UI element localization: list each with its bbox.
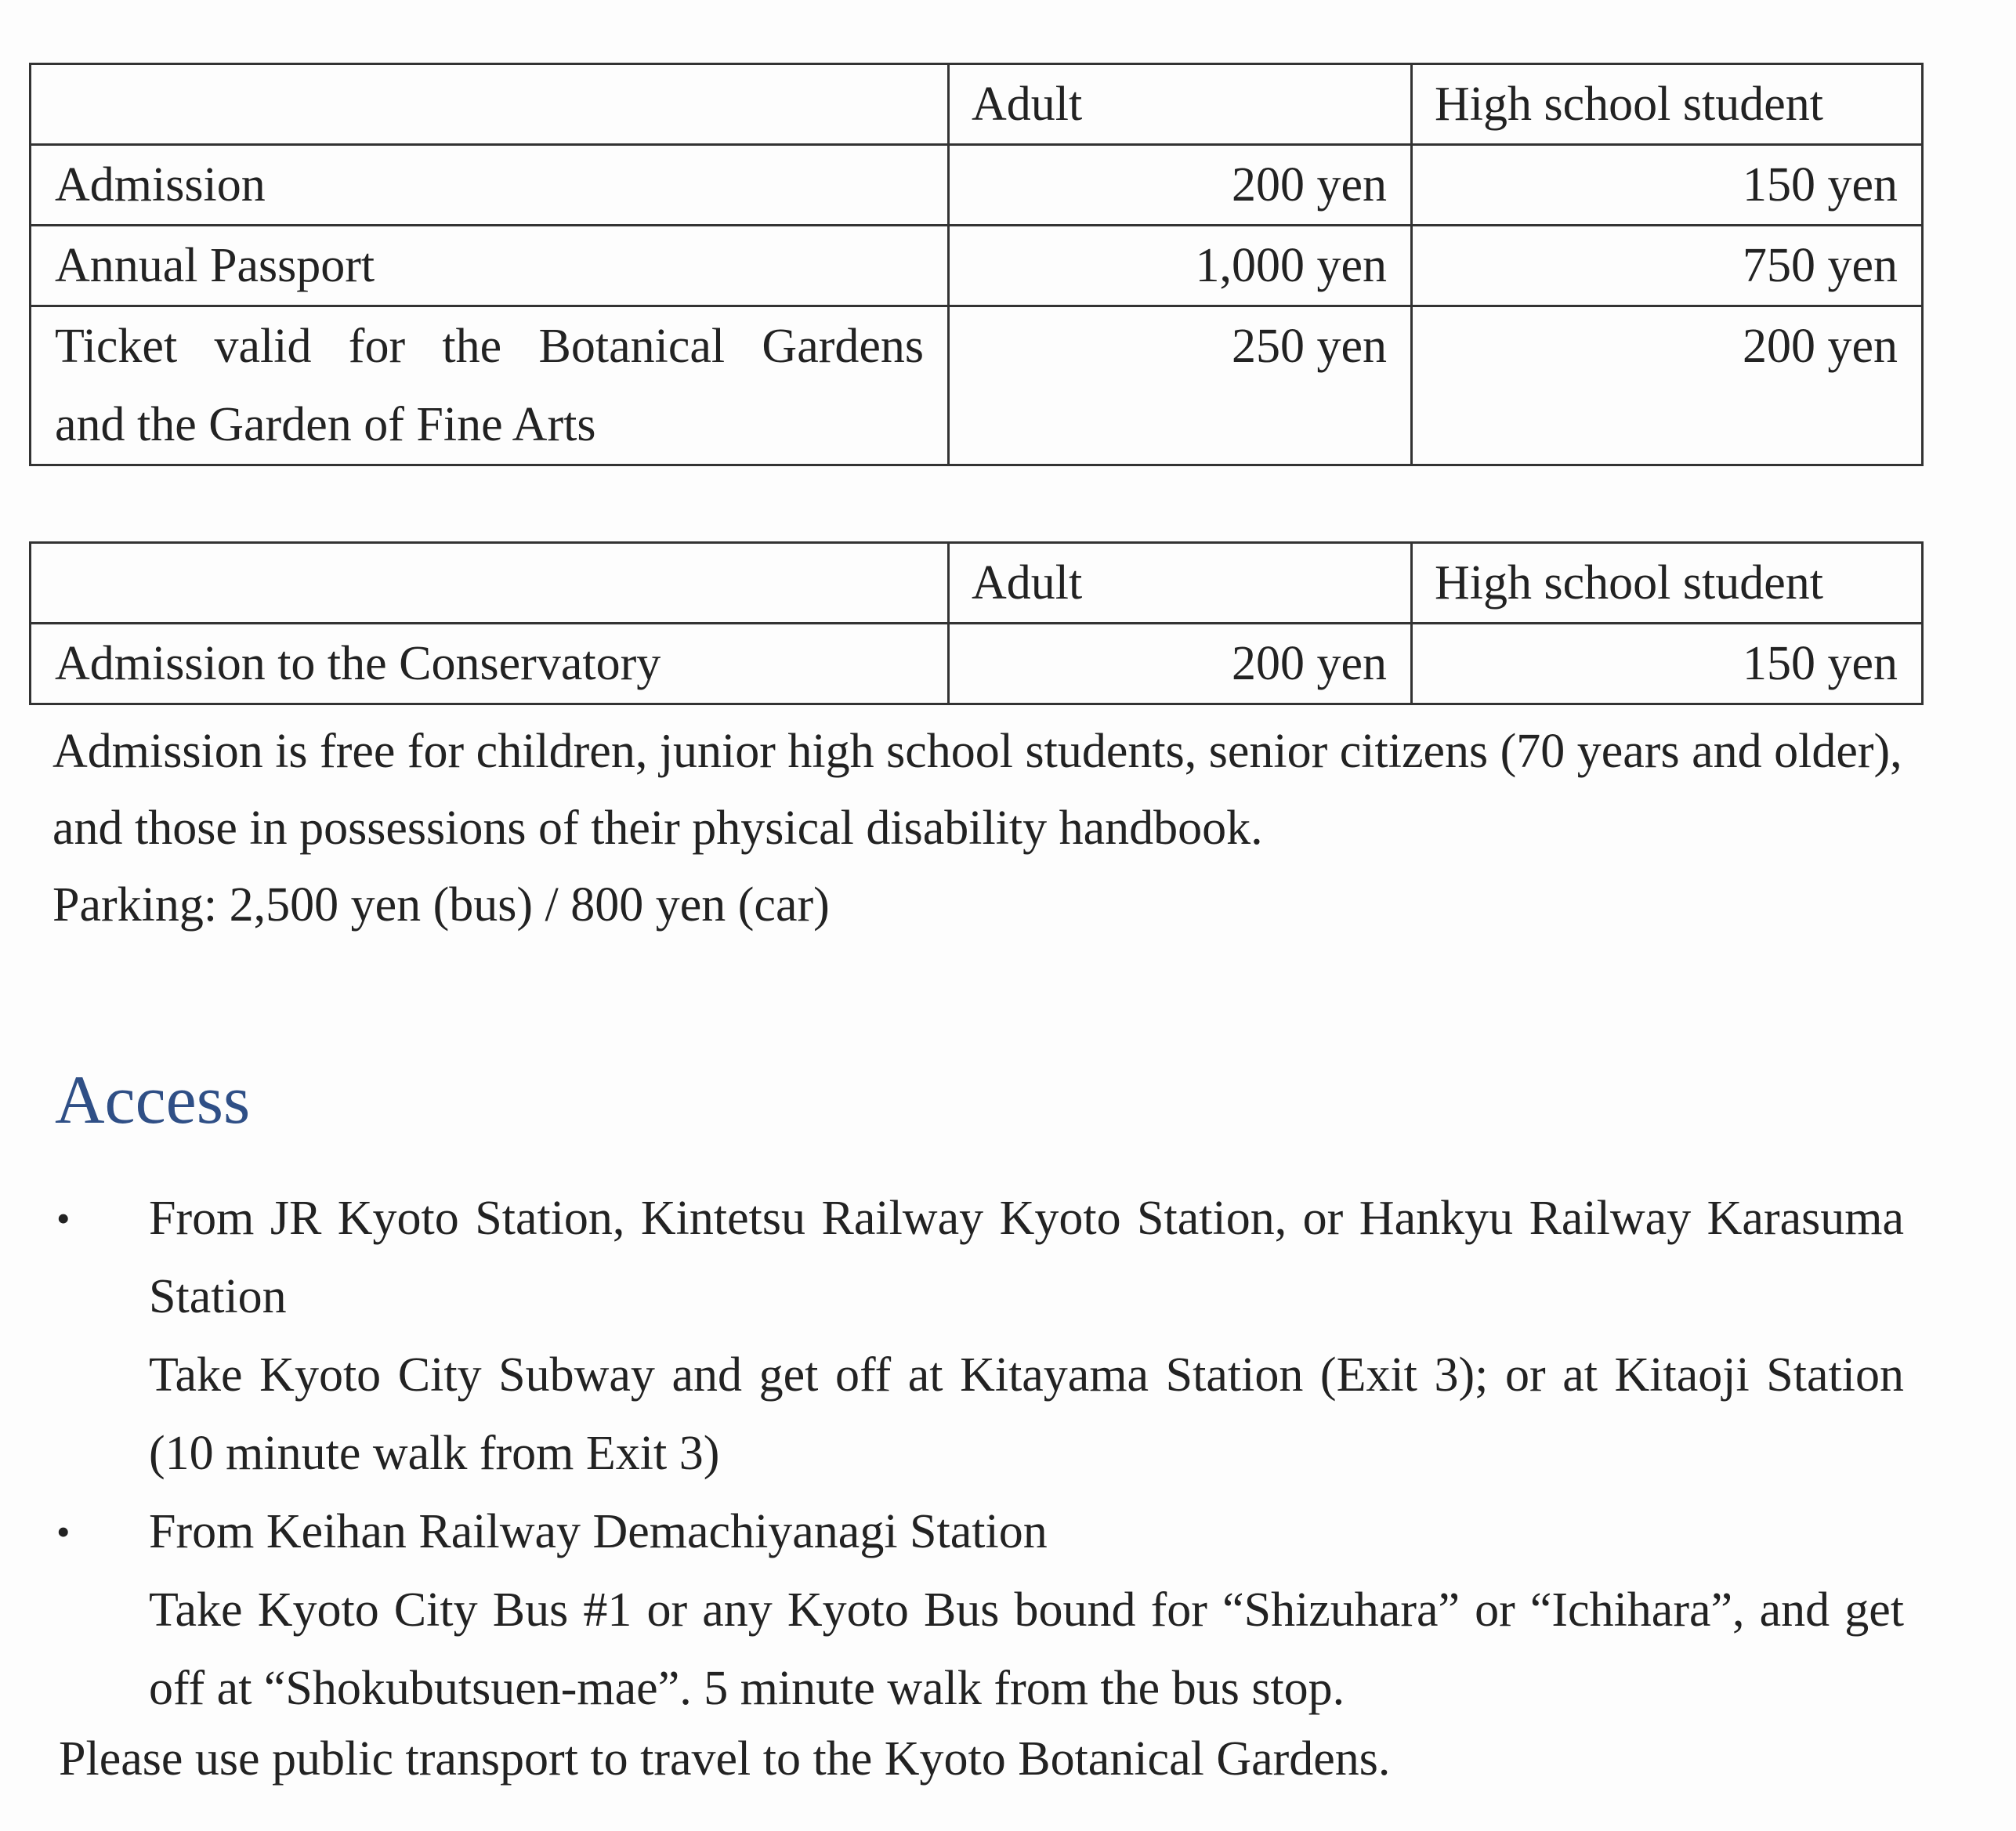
high-school-price: 150 yen bbox=[1412, 624, 1923, 704]
fee-table-corner-cell bbox=[31, 64, 949, 145]
row-label: Admission to the Conservatory bbox=[31, 624, 949, 704]
table-row bbox=[31, 624, 1923, 704]
table-row bbox=[31, 226, 1923, 306]
fee-table-header-adult: Adult bbox=[949, 64, 1412, 145]
table-row bbox=[31, 145, 1923, 226]
access-list bbox=[55, 1179, 1904, 1728]
access-heading: Access bbox=[55, 1062, 251, 1138]
conservatory-table bbox=[29, 541, 1924, 705]
fee-table bbox=[29, 63, 1924, 466]
list-item bbox=[55, 1493, 1904, 1728]
conservatory-table-header-adult: Adult bbox=[949, 543, 1412, 624]
high-school-price: 150 yen bbox=[1412, 145, 1923, 226]
bullet-icon: • bbox=[56, 1510, 71, 1554]
fee-notes bbox=[52, 713, 1917, 943]
fee-table-header-high-school: High school student bbox=[1412, 64, 1923, 145]
adult-price: 200 yen bbox=[949, 145, 1412, 226]
access-origin: From JR Kyoto Station, Kintetsu Railway Kyoto Station, or Hankyu Railway Karasuma Station bbox=[149, 1192, 1904, 1323]
adult-price: 200 yen bbox=[949, 624, 1412, 704]
high-school-price: 200 yen bbox=[1412, 306, 1923, 465]
row-label: Annual Passport bbox=[31, 226, 949, 306]
list-item bbox=[55, 1179, 1904, 1493]
row-label bbox=[31, 306, 949, 465]
row-label-line-1: Ticket valid for the Botanical Gardens bbox=[55, 320, 924, 373]
conservatory-table-corner-cell bbox=[31, 543, 949, 624]
fee-table-header-row bbox=[31, 64, 1923, 145]
parking-note: Parking: 2,500 yen (bus) / 800 yen (car) bbox=[52, 878, 830, 932]
access-directions: Take Kyoto City Bus #1 or any Kyoto Bus bound for “Shizuhara” or “Ichihara”, and get off at “Shokubutsuen-mae”. 5 minute walk from the bus stop. bbox=[149, 1583, 1904, 1715]
high-school-price: 750 yen bbox=[1412, 226, 1923, 306]
access-directions: Take Kyoto City Subway and get off at Kitayama Station (Exit 3); or at Kitaoji Station (10 minute walk from Exit 3) bbox=[149, 1348, 1904, 1480]
row-label-line-2: and the Garden of Fine Arts bbox=[55, 398, 596, 451]
bullet-icon: • bbox=[56, 1196, 71, 1240]
conservatory-table-header-high-school: High school student bbox=[1412, 543, 1923, 624]
conservatory-table-header-row bbox=[31, 543, 1923, 624]
access-origin: From Keihan Railway Demachiyanagi Station bbox=[149, 1505, 1048, 1558]
table-row bbox=[31, 306, 1923, 465]
free-admission-note: Admission is free for children, junior high school students, senior citizens (70 years and older), and those in possessions of their physical disability handbook. bbox=[52, 725, 1902, 855]
row-label: Admission bbox=[31, 145, 949, 226]
closing-note: Please use public transport to travel to the Kyoto Botanical Gardens. bbox=[59, 1732, 1391, 1786]
adult-price: 250 yen bbox=[949, 306, 1412, 465]
adult-price: 1,000 yen bbox=[949, 226, 1412, 306]
